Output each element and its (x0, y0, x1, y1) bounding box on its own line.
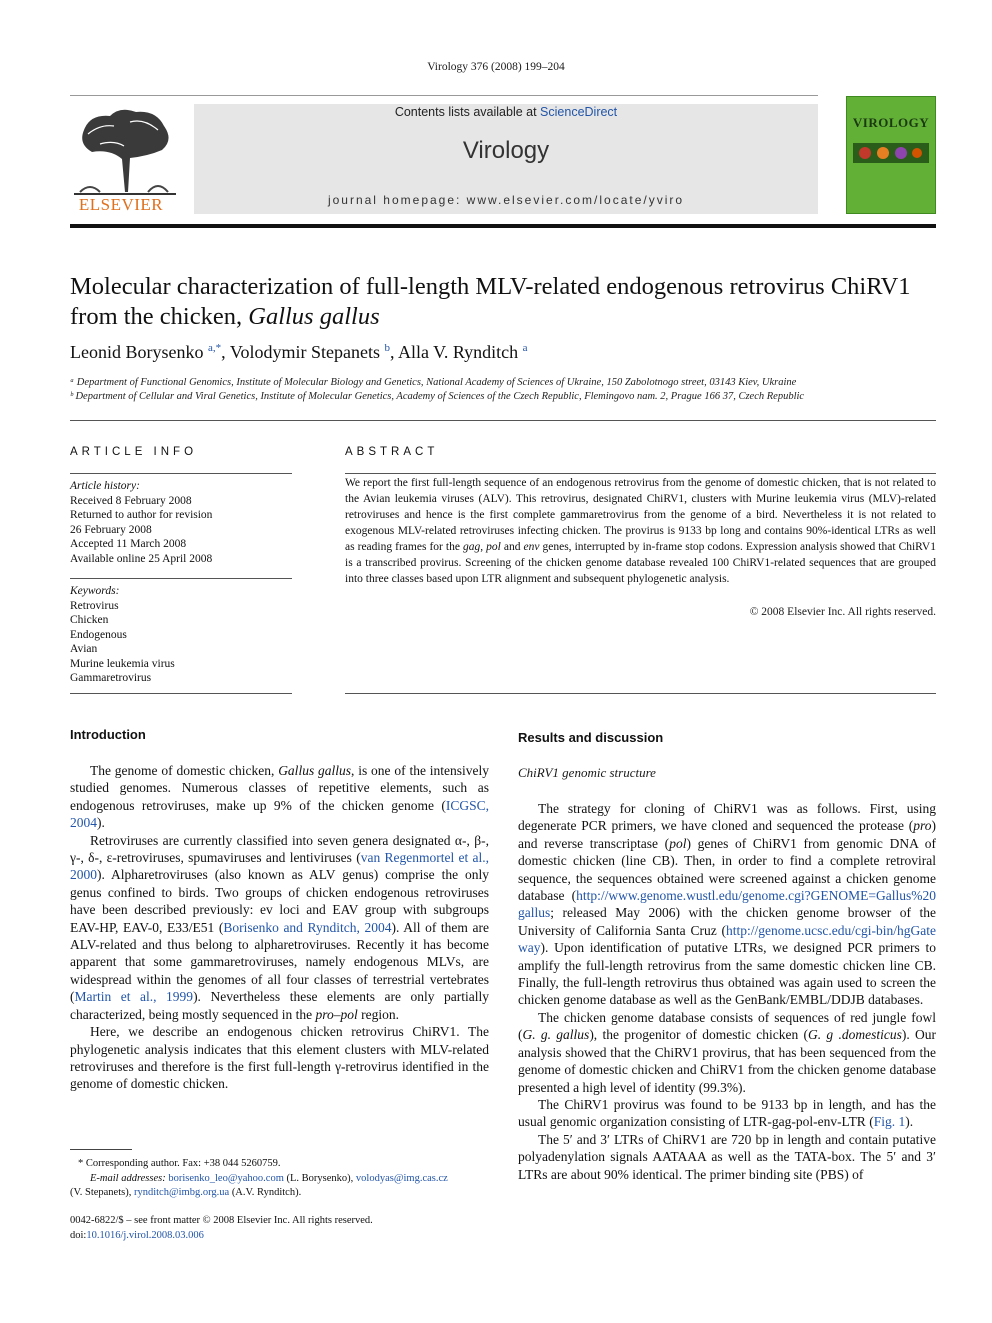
author-affiliation-marker[interactable]: a,* (207, 342, 222, 354)
article-info-bottom-rule (70, 693, 292, 694)
corresponding-author-footnote: * Corresponding author. Fax: +38 044 5260759. E-mail addresses: borisenko_leo@yahoo.com (L. Borysenko), volodyas@img.cas.cz (V. Stepanets), rynditch@imbg.org.ua (A.V. Rynditch). (70, 1158, 448, 1198)
contents-line (194, 105, 818, 119)
author-name: Volodymir Stepanets (229, 342, 380, 362)
abstract-label: ABSTRACT (345, 446, 439, 458)
intro-paragraph: Retroviruses are currently classified into seven genera designated α-, β-, γ-, δ-, ε-retroviruses, spumaviruses and lentiviruses (van Regenmortel et al., 2000). Alpharetroviruses (also known as ALV genus) comprise the only genus confined to birds. Two groups of chicken endogenous retroviruses have been described previously: ev loci and EAV group with subgroups EAV-HP, EAV-0, E33/E51 (Borisenko and Rynditch, 2004). All of them are ALV-related and thus belong to alpharetroviruses. Recently it has become apparent that some gammaretroviruses, namely endogenous MLVs, are widespread within the genomes of all four classes of terrestrial vertebrates (Martin et al., 1999). Nevertheless these elements are only partially characterized, being mostly sequenced in the pro–pol region. (70, 832, 489, 1022)
citation-link[interactable]: van Regenmortel et al., 2000 (70, 850, 489, 883)
history-item: Accepted 11 March 2008 (70, 538, 187, 550)
abstract-rule (345, 473, 936, 474)
title-line-2: from the chicken, Gallus gallus (70, 303, 380, 330)
keywords-rule (70, 578, 292, 579)
keywords-heading: Keywords: (70, 585, 120, 597)
front-matter-footnote (70, 1214, 490, 1243)
abstract-copyright: © 2008 Elsevier Inc. All rights reserved. (749, 606, 936, 618)
affiliation-b: ᵇ Department of Cellular and Viral Genetics, Institute of Molecular Genetics, Academy of Sciences of the Czech Republic, Flemingovo nam. 2, Prague 166 37, Czech Republic (70, 391, 805, 402)
article-title (70, 272, 950, 332)
cover-title: VIROLOGY (852, 115, 930, 130)
author-affiliation-marker[interactable]: a (522, 342, 528, 354)
keyword: Endogenous (70, 628, 127, 641)
email-link[interactable]: rynditch@imbg.org.ua (133, 1187, 230, 1198)
keyword: Murine leukemia virus (70, 657, 175, 670)
history-item: Available online 25 April 2008 (70, 552, 213, 565)
history-item: Received 8 February 2008 (70, 494, 192, 507)
title-line-1: Molecular characterization of full-length MLV-related endogenous retrovirus ChiRV1 (70, 273, 911, 300)
journal-homepage[interactable]: journal homepage: www.elsevier.com/locate/yviro (327, 193, 685, 207)
article-history-heading: Article history: (70, 480, 140, 492)
doi-link[interactable]: 10.1016/j.virol.2008.03.006 (86, 1229, 204, 1241)
author-list: Leonid Borysenko $^{a,*}$, Volodymir Stepanets $^b$, Alla V. Rynditch $^a$ (70, 342, 528, 362)
url-link[interactable]: http://genome.ucsc.edu/cgi-bin/hgGateway (518, 922, 936, 956)
author-name: Leonid Borysenko (70, 342, 204, 362)
email-link[interactable]: volodyas@img.cas.cz (355, 1172, 448, 1184)
author-name: Alla V. Rynditch (398, 342, 519, 362)
introduction-body (70, 762, 489, 1093)
introduction-heading: Introduction (70, 727, 146, 742)
intro-paragraph: Here, we describe an endogenous chicken retrovirus ChiRV1. The phylogenetic analysis indicates that this element clusters with MLV-related retroviruses and therefore is the first full-length γ-retrovirus identified in the genome of domestic chicken. (70, 1024, 489, 1092)
keyword: Avian (70, 643, 98, 655)
results-paragraph: The chicken genome database consists of sequences of red jungle fowl (G. g. gallus), the progenitor of domestic chicken (G. g .domesticus). Our analysis showed that the ChiRV1 provirus, that has been sequenced from the genome of domestic chicken and ChiRV1 from the chicken genome database presented a high level of identity (99.3%). (518, 1009, 936, 1095)
citation-link[interactable]: Martin et al., 1999 (74, 989, 194, 1005)
results-paragraph: The strategy for cloning of ChiRV1 was as follows. First, using degenerate PCR primers, we have cloned and sequenced the protease (pro) and reverse transcriptase (pol) genes of ChiRV1 from genomic DNA of domestic chicken (line CB). Then, in order to find a complete retroviral sequence, the sequences obtained were screened against a chicken genome database (http://www.genome.wustl.edu/genome.cgi?GENOME=Gallus%20gallus; released May 2006) with the chicken genome browser of the University of California Santa Cruz (http://genome.ucsc.edu/cgi-bin/hgGateway). Upon identification of putative LTRs, we designed PCR primers to amplify the full-length retrovirus from the same domestic chicken line CB. Finally, the full-length retrovirus thus obtained was again used to screen the chicken genome database as well as the GenBank/EMBL/DDJB databases. (518, 801, 936, 1008)
history-item: Returned to author for revision (70, 509, 213, 521)
elsevier-wordmark: ELSEVIER (78, 195, 164, 214)
journal-name: Virology (462, 137, 550, 164)
results-heading: Results and discussion (518, 730, 664, 745)
header-bottom-rule (70, 224, 936, 228)
masthead-top-rule (70, 95, 818, 96)
email-link[interactable]: borisenko_leo@yahoo.com (168, 1172, 284, 1184)
keyword: Chicken (70, 614, 109, 626)
article-info-label: ARTICLE INFO (70, 446, 198, 458)
results-paragraph: The ChiRV1 provirus was found to be 9133 bp in length, and has the usual genomic organization consisting of LTR-gag-pol-env-LTR (Fig. 1). (518, 1096, 936, 1130)
results-paragraph: The 5′ and 3′ LTRs of ChiRV1 are 720 bp in length and contain putative polyadenylation signals AATAAA as well as the TATA-box. The 5′ and 3′ LTRs are about 90% identical. The primer binding site (PBS) of (518, 1131, 936, 1182)
affiliation-a: ᵃ Department of Functional Genomics, Institute of Molecular Biology and Genetics, National Academy of Sciences of Ukraine, 150 Zabolotnogo street, 03143 Kiev, Ukraine (70, 377, 797, 388)
results-body (518, 800, 936, 1183)
intro-paragraph: The genome of domestic chicken, Gallus gallus, is one of the intensively studied genomes. Numerous classes of repetitive elements, such as endogenous retroviruses, make up 9% of the chicken genome (ICGSC, 2004). (70, 763, 490, 831)
figure-link[interactable]: Fig. 1 (873, 1114, 906, 1130)
cover-virus-images (853, 143, 929, 163)
issn-line: 0042-6822/$ – see front matter © 2008 Elsevier Inc. All rights reserved. (70, 1215, 373, 1226)
keywords (70, 584, 292, 686)
affiliation-divider (70, 420, 936, 421)
author-affiliation-marker[interactable]: b (384, 342, 390, 354)
url-link[interactable]: http://www.genome.wustl.edu/genome.cgi?GENOME=Gallus%20gallus (518, 888, 936, 921)
abstract-text: We report the first full-length sequence of an endogenous retrovirus from the genome of domestic chicken, that is not related to the Avian leukemia viruses (ALV). This retrovirus, designated ChiRV1, clusters with Murine leukemia virus (MLV)-related retroviruses and hence is the first complete gammaretrovirus from the genome of a bird. Nevertheless it is not related to exogenous MLV-related retroviruses infecting chicken. The provirus is 9133 bp long and contains 90%-identical LTRs as well as reading frames for the gag, pol and env genes, interrupted by in-frame stop codons. Expression analysis showed that ChiRV1 is a transcribed provirus. Screening of the chicken genome database revealed 100 ChiRV1-related sequences that are grouped into three classes based upon LTR alignment and subsequent phylogenetic analysis. (345, 477, 936, 585)
journal-citation: Virology 376 (2008) 199–204 (427, 61, 565, 73)
keyword: Gammaretrovirus (70, 672, 152, 684)
doi-line: doi:10.1016/j.virol.2008.03.006 (70, 1229, 204, 1241)
article-history (70, 479, 292, 566)
sciencedirect-link[interactable]: ScienceDirect (540, 105, 618, 119)
article-info-rule (70, 473, 292, 474)
contents-prefix: Contents lists available at (394, 105, 541, 119)
footnote-rule (70, 1149, 132, 1150)
cover-image-band (853, 143, 929, 163)
citation-link[interactable]: Borisenko and Rynditch, 2004 (223, 919, 392, 935)
citation-link[interactable]: ICGSC, 2004 (70, 797, 489, 831)
keyword: Retrovirus (70, 599, 119, 612)
title-species: Gallus gallus (248, 303, 380, 330)
results-subheading: ChiRV1 genomic structure (518, 765, 656, 780)
journal-cover-thumbnail (846, 96, 936, 214)
abstract-bottom-rule (345, 693, 936, 694)
history-item: 26 February 2008 (70, 523, 152, 536)
